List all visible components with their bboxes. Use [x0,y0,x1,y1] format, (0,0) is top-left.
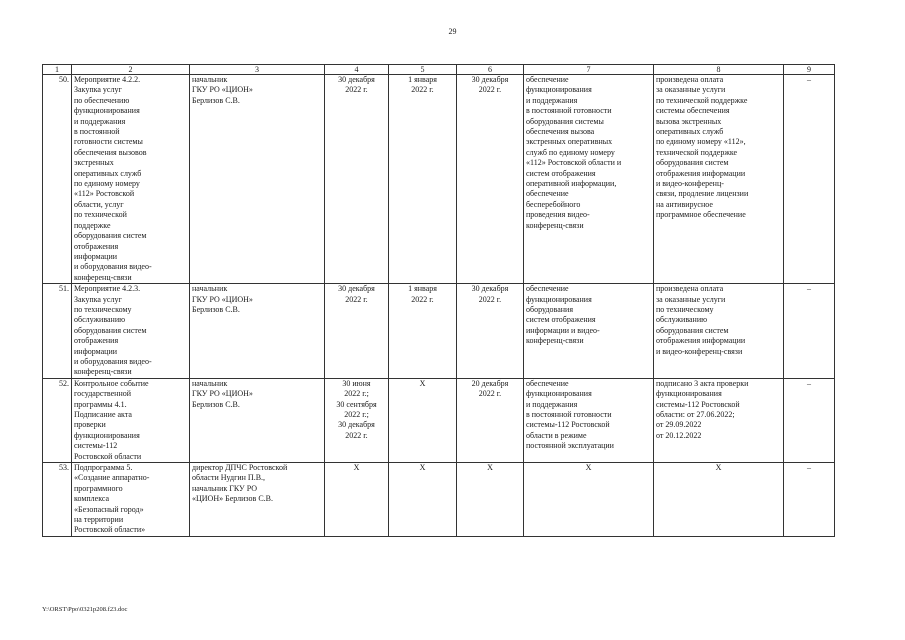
actual-start-date: 1 января 2022 г. [389,75,457,284]
event-name: Подпрограмма 5. «Создание аппаратно- программного комплекса «Безопасный город» на территории Ростовской области» [72,463,190,537]
column-number: 5 [389,65,457,75]
actual-result: произведена оплата за оказанные услуги по техническому обслуживанию оборудования систем отображения информации и видео-конференц-связи [654,284,784,379]
row-number: 53. [43,463,72,537]
responsible-person: директор ДПЧС Ростовской области Нудгин П.В., начальник ГКУ РО «ЦИОН» Берлизов С.В. [190,463,325,537]
event-name: Контрольное событие государственной программы 4.1. Подписание акта проверки функционирования системы-112 Ростовской области [72,378,190,462]
activities-table [42,64,835,537]
planned-result: обеспечение функционирования оборудования систем отображения информации и видео- конференц-связи [524,284,654,379]
row-number: 52. [43,378,72,462]
actual-start-date: Х [389,378,457,462]
actual-end-date: 30 декабря 2022 г. [457,284,524,379]
actual-end-date: Х [457,463,524,537]
column-number: 2 [72,65,190,75]
table-row [43,378,835,462]
actual-start-date: Х [389,463,457,537]
planned-start-date: 30 декабря 2022 г. [325,75,389,284]
table-row [43,463,835,537]
column-number: 1 [43,65,72,75]
actual-result: произведена оплата за оказанные услуги по технической поддержке системы обеспечения вызова экстренных оперативных служб по единому номеру «112», технической поддержке оборудования систем отображения информации и видео-конференц- связи, продление лицензии на антивирусное программное обеспечение [654,75,784,284]
planned-result: обеспечение функционирования и поддержания в постоянной готовности системы-112 Ростовской области в режиме постоянной эксплуатации [524,378,654,462]
column-number: 7 [524,65,654,75]
table-row [43,284,835,379]
event-name: Мероприятие 4.2.3. Закупка услуг по техническому обслуживанию оборудования систем отображения информации и оборудования видео- конференц-связи [72,284,190,379]
note: – [784,378,835,462]
row-number: 51. [43,284,72,379]
planned-start-date: 30 июня 2022 г.; 30 сентября 2022 г.; 30 декабря 2022 г. [325,378,389,462]
responsible-person: начальник ГКУ РО «ЦИОН» Берлизов С.В. [190,378,325,462]
planned-start-date: 30 декабря 2022 г. [325,284,389,379]
responsible-person: начальник ГКУ РО «ЦИОН» Берлизов С.В. [190,75,325,284]
row-number: 50. [43,75,72,284]
actual-end-date: 30 декабря 2022 г. [457,75,524,284]
note: – [784,463,835,537]
note: – [784,284,835,379]
column-number-row [43,65,835,75]
planned-result: Х [524,463,654,537]
document-file-path: Y:\ORST\Ppo\0321p208.f23.doc [42,606,128,613]
responsible-person: начальник ГКУ РО «ЦИОН» Берлизов С.В. [190,284,325,379]
actual-end-date: 20 декабря 2022 г. [457,378,524,462]
column-number: 4 [325,65,389,75]
planned-result: обеспечение функционирования и поддержания в постоянной готовности оборудования системы обеспечения вызова экстренных оперативных служб по единому номеру «112» Ростовской области и систем отображения оперативной информации, обеспечение бесперебойного проведения видео- конференц-связи [524,75,654,284]
column-number: 9 [784,65,835,75]
column-number: 6 [457,65,524,75]
actual-result: подписано 3 акта проверки функционирования системы-112 Ростовской области: от 27.06.2022; от 29.09.2022 от 20.12.2022 [654,378,784,462]
event-name: Мероприятие 4.2.2. Закупка услуг по обеспечению функционирования и поддержания в постоянной готовности системы обеспечения вызовов экстренных оперативных служб по единому номеру «112» Ростовской области, услуг по технической поддержке оборудования систем отображения информации и оборудования видео- конференц-связи [72,75,190,284]
column-number: 8 [654,65,784,75]
page-number: 29 [448,27,457,36]
actual-result: Х [654,463,784,537]
actual-start-date: 1 января 2022 г. [389,284,457,379]
table-row [43,75,835,284]
column-number: 3 [190,65,325,75]
planned-start-date: Х [325,463,389,537]
note: – [784,75,835,284]
